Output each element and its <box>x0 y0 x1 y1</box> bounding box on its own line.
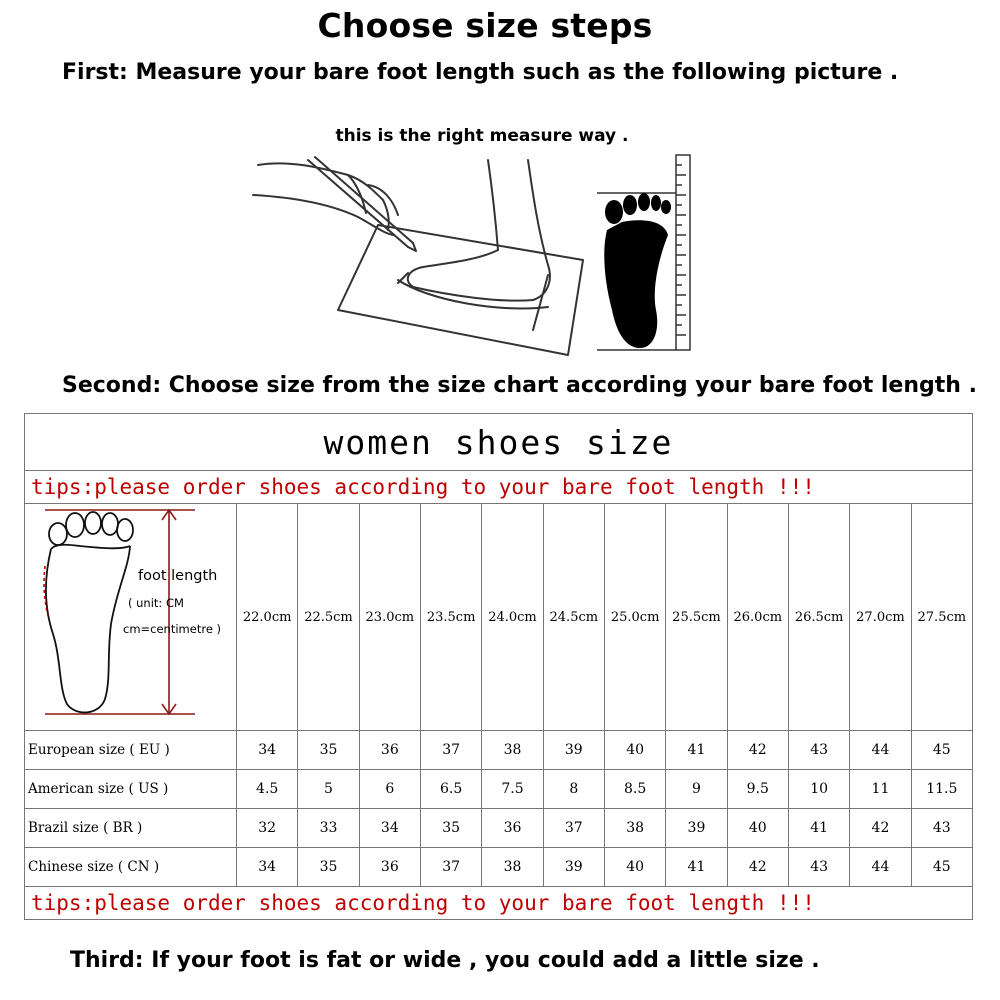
size-cell: 4.5 <box>237 770 298 809</box>
size-cell: 42 <box>727 848 788 887</box>
foot-length-label: foot length <box>138 568 218 584</box>
table-row-cn <box>25 848 973 887</box>
page-title: Choose size steps <box>317 6 653 45</box>
size-cell: 40 <box>727 809 788 848</box>
size-cell: 11.5 <box>911 770 972 809</box>
size-cell: 7.5 <box>482 770 543 809</box>
size-cell: 33 <box>298 809 359 848</box>
step-second-text: Second: Choose size from the size chart according your bare foot length . <box>62 373 977 398</box>
foot-length-cell: 23.5cm <box>420 504 481 731</box>
size-cell: 38 <box>604 809 665 848</box>
step-third-text: Third: If your foot is fat or wide , you could add a little size . <box>70 948 820 973</box>
row-label: European size ( EU ) <box>25 731 237 770</box>
size-cell: 37 <box>420 731 481 770</box>
size-chart-table <box>24 413 973 920</box>
tips-text-bottom: tips:please order shoes according to your bare foot length !!! <box>25 887 973 920</box>
size-cell: 6 <box>359 770 420 809</box>
size-cell: 43 <box>788 848 849 887</box>
unit-label: ( unit: CM <box>128 596 184 610</box>
size-cell: 35 <box>298 848 359 887</box>
step-first-text: First: Measure your bare foot length such as the following picture . <box>62 60 899 85</box>
tips-text-top: tips:please order shoes according to your bare foot length !!! <box>25 471 973 504</box>
foot-length-cell: 27.5cm <box>911 504 972 731</box>
size-cell: 44 <box>850 848 911 887</box>
size-cell: 44 <box>850 731 911 770</box>
foot-length-cell: 24.0cm <box>482 504 543 731</box>
size-cell: 39 <box>543 848 604 887</box>
table-row-eu <box>25 731 973 770</box>
size-cell: 9 <box>666 770 727 809</box>
size-cell: 38 <box>482 848 543 887</box>
size-cell: 41 <box>666 848 727 887</box>
size-cell: 36 <box>359 731 420 770</box>
row-label: Brazil size ( BR ) <box>25 809 237 848</box>
size-cell: 37 <box>420 848 481 887</box>
foot-length-cell: 22.5cm <box>298 504 359 731</box>
size-cell: 38 <box>482 731 543 770</box>
table-row-br <box>25 809 973 848</box>
size-cell: 40 <box>604 848 665 887</box>
size-cell: 45 <box>911 731 972 770</box>
foot-length-cell: 25.0cm <box>604 504 665 731</box>
size-chart-title: women shoes size <box>25 414 973 471</box>
size-cell: 42 <box>727 731 788 770</box>
size-cell: 5 <box>298 770 359 809</box>
foot-length-cell: 24.5cm <box>543 504 604 731</box>
size-cell: 34 <box>237 848 298 887</box>
foot-length-cell: 27.0cm <box>850 504 911 731</box>
size-cell: 41 <box>788 809 849 848</box>
size-cell: 34 <box>359 809 420 848</box>
foot-length-diagram <box>25 504 237 731</box>
size-cell: 9.5 <box>727 770 788 809</box>
size-cell: 8.5 <box>604 770 665 809</box>
size-cell: 32 <box>237 809 298 848</box>
size-cell: 35 <box>298 731 359 770</box>
foot-length-cell: 26.5cm <box>788 504 849 731</box>
size-cell: 8 <box>543 770 604 809</box>
foot-tracing-illustration <box>248 155 588 360</box>
size-cell: 36 <box>482 809 543 848</box>
size-cell: 45 <box>911 848 972 887</box>
size-cell: 36 <box>359 848 420 887</box>
size-cell: 43 <box>788 731 849 770</box>
row-label: Chinese size ( CN ) <box>25 848 237 887</box>
size-cell: 43 <box>911 809 972 848</box>
size-cell: 40 <box>604 731 665 770</box>
size-cell: 39 <box>543 731 604 770</box>
table-row-us <box>25 770 973 809</box>
foot-length-cell: 22.0cm <box>237 504 298 731</box>
foot-length-row <box>25 504 973 731</box>
size-cell: 35 <box>420 809 481 848</box>
measure-caption: this is the right measure way . <box>335 126 629 146</box>
foot-length-cell: 23.0cm <box>359 504 420 731</box>
foot-outline-icon <box>25 504 235 726</box>
row-label: American size ( US ) <box>25 770 237 809</box>
size-cell: 34 <box>237 731 298 770</box>
foot-silhouette-ruler-illustration <box>592 150 697 355</box>
size-cell: 41 <box>666 731 727 770</box>
size-cell: 42 <box>850 809 911 848</box>
foot-length-cell: 25.5cm <box>666 504 727 731</box>
size-cell: 6.5 <box>420 770 481 809</box>
size-cell: 37 <box>543 809 604 848</box>
foot-length-cell: 26.0cm <box>727 504 788 731</box>
unit-definition: cm=centimetre ) <box>123 622 222 636</box>
size-cell: 10 <box>788 770 849 809</box>
size-cell: 11 <box>850 770 911 809</box>
size-cell: 39 <box>666 809 727 848</box>
